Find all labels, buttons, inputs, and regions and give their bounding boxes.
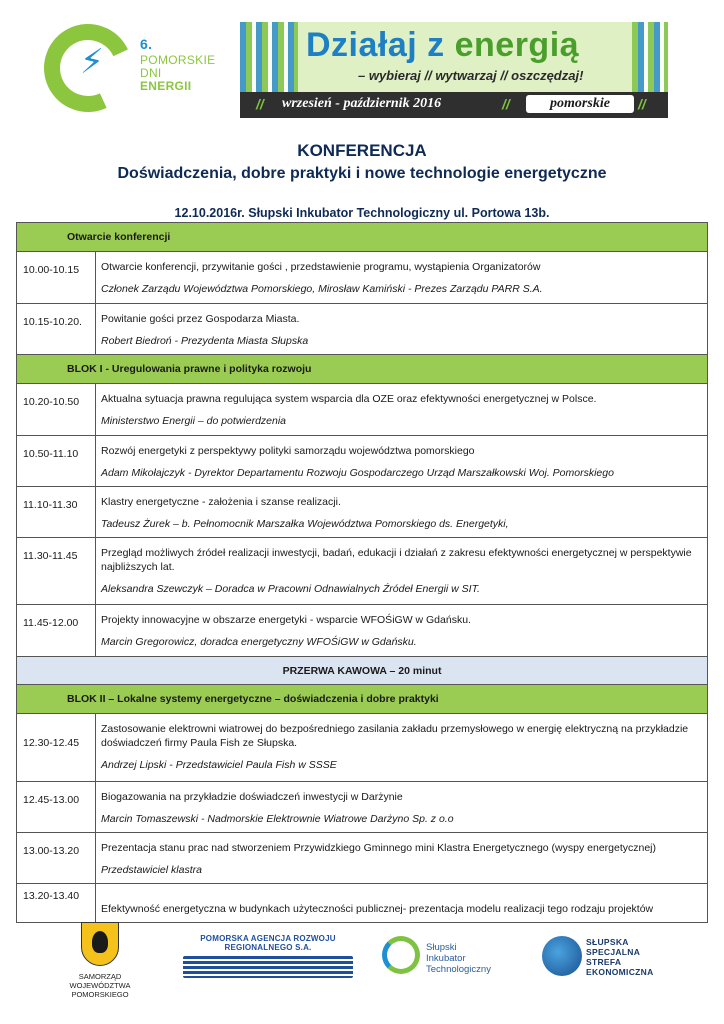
- agenda-row: [17, 884, 707, 923]
- agenda-description: Efektywność energetyczna w budynkach użyteczności publicznej- prezentacja modelu realizacji tego rodzaju projektów: [101, 903, 654, 915]
- time-cell: 11.10-11.30: [17, 487, 96, 537]
- page-header: [0, 0, 724, 130]
- document-subtitle: Doświadczenia, dobre praktyki i nowe technologie energetyczne: [117, 165, 607, 182]
- slash-decoration: //: [502, 96, 510, 112]
- slupski-inkubator-logo: [382, 936, 512, 982]
- agenda-description: Przegląd możliwych źródeł realizacji inwestycji, badań, edukacji i działań z zakresu efektywności energetycznej w perspektywie najbliższych lat.: [101, 547, 692, 573]
- agenda-description: Biogazowania na przykładzie doświadczeń inwestycji w Darżynie: [101, 791, 403, 803]
- logo-line-2: DNI: [140, 66, 162, 80]
- agenda-speaker: Tadeusz Żurek – b. Pełnomocnik Marszałka Województwa Pomorskiego ds. Energetyki,: [101, 518, 509, 530]
- samorzad-label-2: WOJEWÓDZTWA POMORSKIEGO: [69, 981, 131, 999]
- time-cell: 10.15-10.20.: [17, 304, 96, 354]
- logo-line-3: ENERGII: [140, 79, 192, 93]
- logo-number: 6.: [140, 36, 153, 52]
- agenda-row: [17, 252, 707, 304]
- agenda-row: [17, 538, 707, 605]
- agenda-row: [17, 436, 707, 487]
- pomorskie-dni-energii-logo: [44, 20, 234, 120]
- agenda-speaker: Robert Biedroń - Prezydenta Miasta Słupska: [101, 335, 309, 347]
- banner-region: pomorskie: [526, 95, 634, 113]
- inkubator-ring-icon: [382, 936, 420, 974]
- time-cell: 11.45-12.00: [17, 605, 96, 656]
- agenda-row: [17, 487, 707, 538]
- agenda-speaker: Przedstawiciel klastra: [101, 864, 202, 876]
- griffin-crest-icon: [81, 922, 119, 966]
- slash-decoration: //: [256, 96, 264, 112]
- agenda-speaker: Adam Mikołajczyk - Dyrektor Departamentu Rozwoju Gospodarczego Urząd Marszałkowski Woj. Pomorskiego: [101, 467, 614, 479]
- agenda-description: Aktualna sytuacja prawna regulująca system wsparcia dla OZE oraz efektywności energetycznej w Polsce.: [101, 393, 597, 405]
- banner-title: Działaj z energią: [306, 26, 580, 64]
- section-header-opening: Otwarcie konferencji: [17, 223, 707, 252]
- time-cell: 12.30-12.45: [17, 714, 96, 781]
- agenda-description: Otwarcie konferencji, przywitanie gości , przedstawienie programu, wystąpienia Organizatorów: [101, 261, 541, 273]
- document-title: KONFERENCJA: [297, 141, 427, 160]
- agenda-description: Prezentacja stanu prac nad stworzeniem Przywidzkiego Gminnego mini Klastra Energetycznego (wyspy energetycznej): [101, 842, 657, 854]
- agenda-table: [16, 222, 708, 923]
- agenda-row: [17, 833, 707, 884]
- time-cell: 11.30-11.45: [17, 538, 96, 604]
- time-cell: 10.00-10.15: [17, 252, 96, 303]
- parr-name-1: POMORSKA AGENCJA ROZWOJU: [200, 934, 336, 943]
- footer-logos: [0, 920, 724, 1024]
- agenda-row: [17, 304, 707, 355]
- agenda-speaker: Aleksandra Szewczyk – Doradca w Pracowni Odnawialnych Źródeł Energii w SIT.: [101, 583, 480, 595]
- agenda-row: [17, 714, 707, 782]
- coffee-break-row: PRZERWA KAWOWA – 20 minut: [17, 657, 707, 685]
- ssse-line-3: STREFA: [586, 957, 622, 967]
- ssse-line-4: EKONOMICZNA: [586, 967, 654, 977]
- agenda-row: [17, 782, 707, 833]
- banner-slogan: – wybieraj // wytwarzaj // oszczędzaj!: [358, 68, 584, 83]
- time-cell: 10.50-11.10: [17, 436, 96, 486]
- ssse-logo: [542, 934, 662, 978]
- samorzad-label: SAMORZĄD: [78, 972, 122, 981]
- samorzad-logo: [42, 922, 158, 999]
- agenda-row: [17, 605, 707, 657]
- time-cell: 10.20-10.50: [17, 384, 96, 435]
- agenda-speaker: Andrzej Lipski - Przedstawiciel Paula Fish w SSSE: [101, 759, 337, 771]
- date-place: 12.10.2016r. Słupski Inkubator Technologiczny ul. Portowa 13b.: [174, 206, 550, 220]
- parr-name-2: REGIONALNEGO S.A.: [224, 943, 312, 952]
- inkubator-line-3: Technologiczny: [426, 964, 491, 975]
- lightning-icon: ⚡: [80, 42, 104, 82]
- agenda-speaker: Marcin Tomaszewski - Nadmorskie Elektrownie Wiatrowe Darżyno Sp. z o.o: [101, 813, 454, 825]
- agenda-speaker: Członek Zarządu Województwa Pomorskiego, Mirosław Kamiński - Prezes Zarządu PARR S.A.: [101, 283, 543, 295]
- ssse-line-2: SPECJALNA: [586, 947, 641, 957]
- time-cell: 13.00-13.20: [17, 833, 96, 883]
- inkubator-line-1: Słupski: [426, 942, 457, 953]
- slash-decoration: //: [638, 96, 646, 112]
- waves-icon: [183, 956, 353, 978]
- parr-logo: [183, 934, 353, 978]
- section-header-block-1: BLOK I - Uregulowania prawne i polityka rozwoju: [17, 355, 707, 384]
- agenda-speaker: Marcin Gregorowicz, doradca energetyczny WFOŚiGW w Gdańsku.: [101, 636, 417, 648]
- logo-line-1: POMORSKIE: [140, 53, 216, 67]
- agenda-description: Klastry energetyczne - założenia i szanse realizacji.: [101, 496, 341, 508]
- campaign-banner: [240, 22, 668, 118]
- section-header-block-2: BLOK II – Lokalne systemy energetyczne – doświadczenia i dobre praktyki: [17, 685, 707, 714]
- inkubator-line-2: Inkubator: [426, 953, 466, 964]
- agenda-description: Zastosowanie elektrowni wiatrowej do bezpośredniego zasilania zakładu przemysłowego w energię elektryczną na przykładzie doświadczeń firmy Paula Fish ze Słupska.: [101, 723, 689, 749]
- agenda-description: Rozwój energetyki z perspektywy polityki samorządu województwa pomorskiego: [101, 445, 475, 457]
- agenda-description: Powitanie gości przez Gospodarza Miasta.: [101, 313, 300, 325]
- banner-dates: wrzesień - październik 2016: [282, 96, 442, 111]
- globe-icon: [542, 936, 582, 976]
- agenda-row: [17, 384, 707, 436]
- agenda-speaker: Ministerstwo Energii – do potwierdzenia: [101, 415, 287, 427]
- time-cell: 12.45-13.00: [17, 782, 96, 832]
- agenda-description: Projekty innowacyjne w obszarze energetyki - wsparcie WFOŚiGW w Gdańsku.: [101, 614, 471, 626]
- ssse-line-1: SŁUPSKA: [586, 937, 629, 947]
- time-cell: 13.20-13.40: [17, 884, 96, 922]
